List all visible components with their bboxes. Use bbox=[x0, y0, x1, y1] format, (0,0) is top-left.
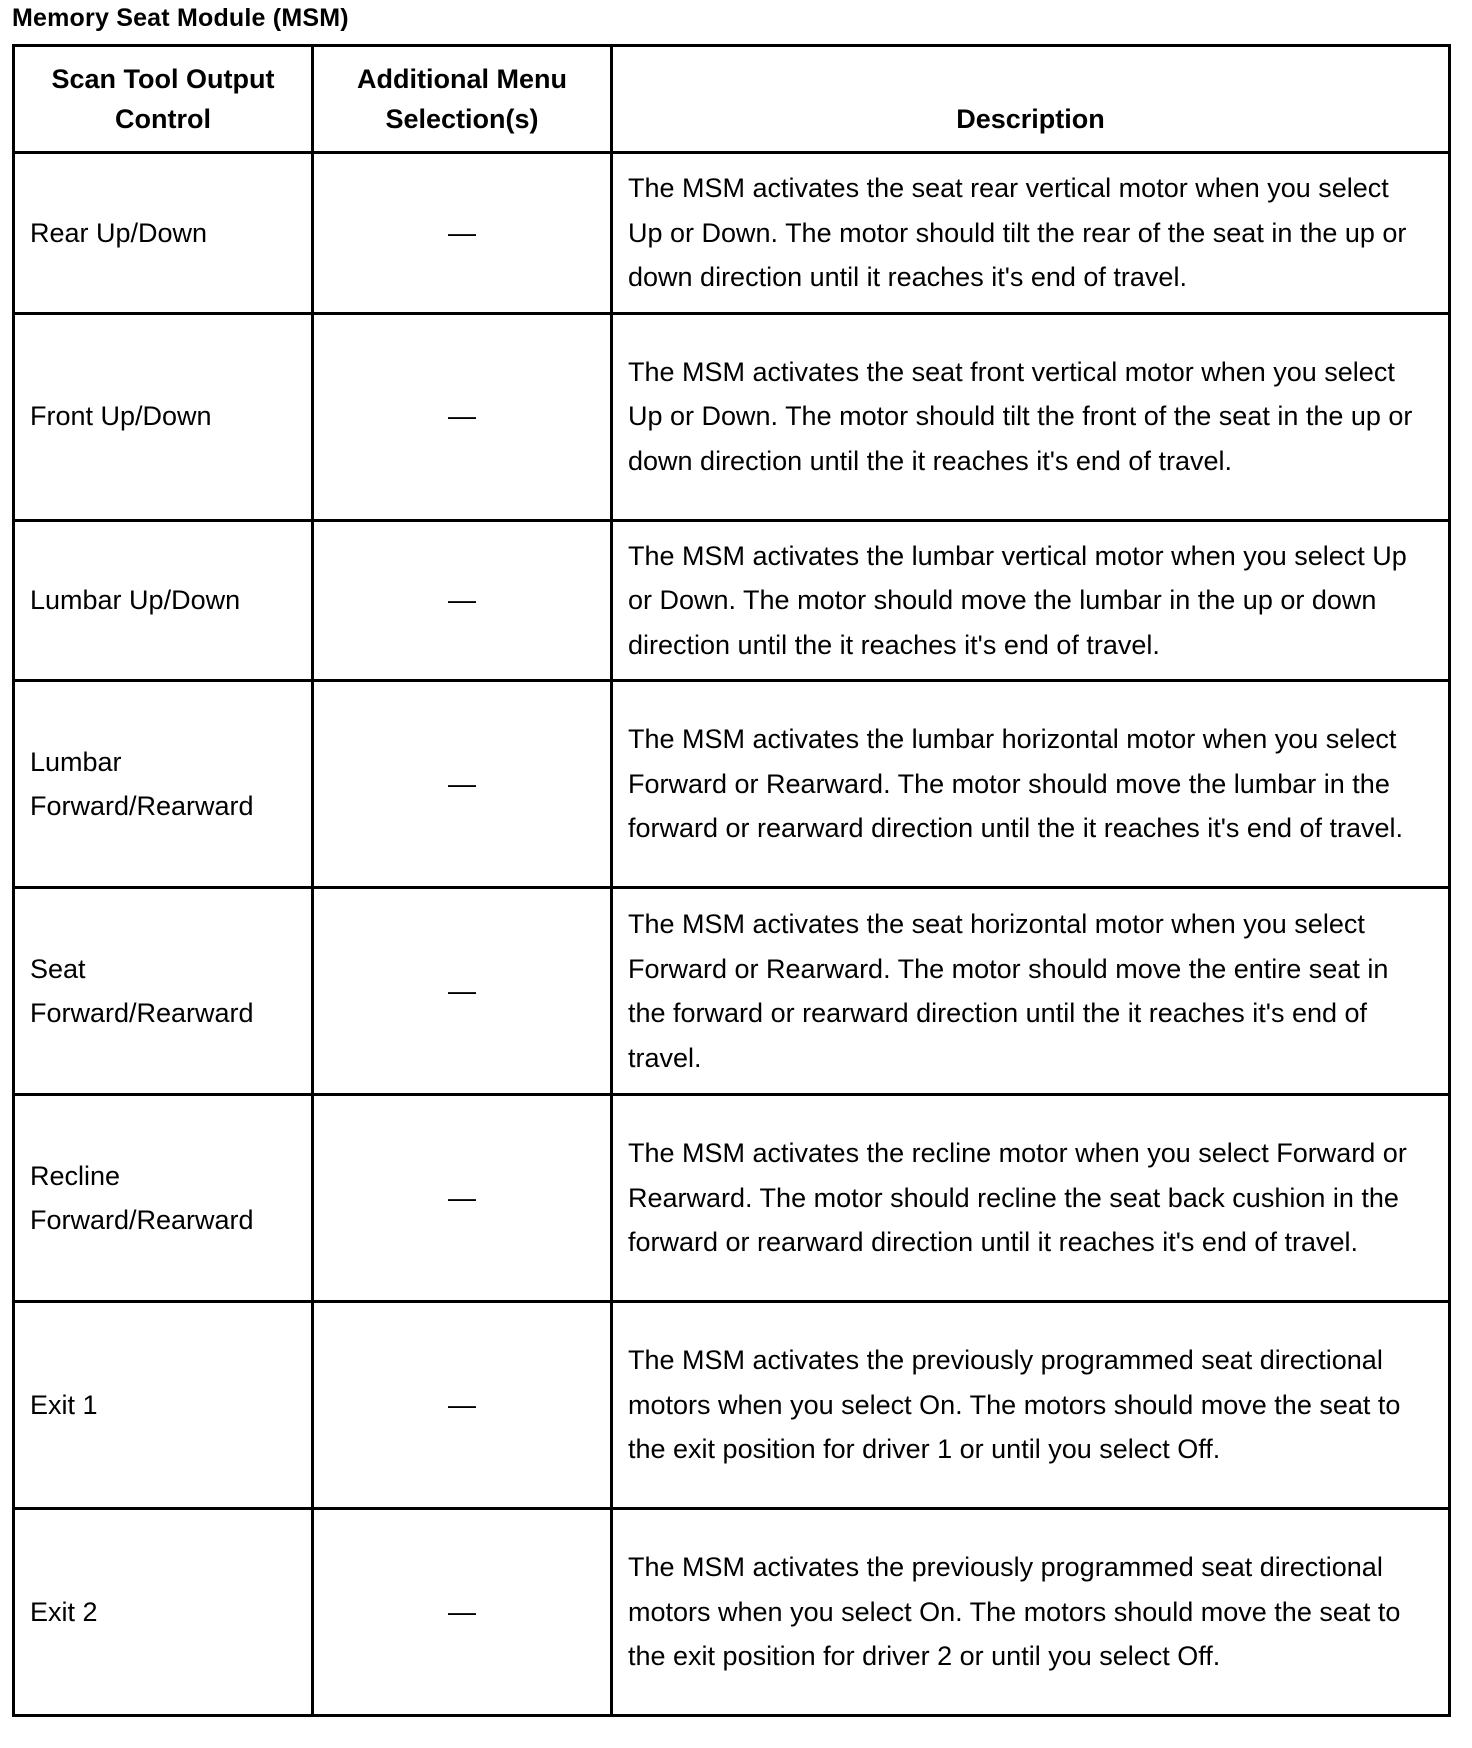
header-description-label: Description bbox=[956, 104, 1105, 134]
header-menu-line2: Selection(s) bbox=[385, 104, 539, 134]
table-row bbox=[14, 313, 1450, 520]
dash-placeholder: — bbox=[448, 1388, 476, 1420]
header-control-line2: Control bbox=[115, 104, 211, 134]
dash-placeholder: — bbox=[448, 974, 476, 1006]
dash-placeholder: — bbox=[448, 584, 476, 615]
control-cell: Lumbar Up/Down bbox=[14, 520, 313, 681]
table-row bbox=[14, 888, 1450, 1095]
description-cell: The MSM activates the previously programmed seat directional motors when you select On. The motors should move the seat to the exit position for driver 2 or until you select Off. bbox=[612, 1509, 1450, 1716]
description-cell: The MSM activates the seat front vertical motor when you select Up or Down. The motor should tilt the front of the seat in the up or down direction until the it reaches it's end of travel. bbox=[612, 313, 1450, 520]
dash-placeholder: — bbox=[448, 767, 476, 799]
header-control-line1: Scan Tool Output bbox=[51, 64, 275, 94]
table-header-row bbox=[14, 46, 1450, 153]
msm-output-control-table bbox=[12, 44, 1451, 1717]
menu-selection-cell bbox=[313, 1095, 612, 1302]
menu-selection-cell bbox=[313, 313, 612, 520]
control-cell: Exit 1 bbox=[14, 1302, 313, 1509]
header-menu-line1: Additional Menu bbox=[357, 64, 567, 94]
table-row bbox=[14, 153, 1450, 314]
description-cell: The MSM activates the lumbar horizontal motor when you select Forward or Rearward. The motor should move the lumbar in the forward or rearward direction until the it reaches it's end of travel. bbox=[612, 681, 1450, 888]
description-cell: The MSM activates the seat horizontal motor when you select Forward or Rearward. The motor should move the entire seat in the forward or rearward direction until the it reaches it's end of travel. bbox=[612, 888, 1450, 1095]
table-row bbox=[14, 1509, 1450, 1716]
menu-selection-cell bbox=[313, 153, 612, 314]
menu-selection-cell bbox=[313, 520, 612, 681]
control-cell: Recline Forward/Rearward bbox=[14, 1095, 313, 1302]
description-cell: The MSM activates the recline motor when you select Forward or Rearward. The motor should recline the seat back cushion in the forward or rearward direction until it reaches it's end of travel. bbox=[612, 1095, 1450, 1302]
dash-placeholder: — bbox=[448, 400, 476, 432]
control-cell: Exit 2 bbox=[14, 1509, 313, 1716]
table-row bbox=[14, 1302, 1450, 1509]
menu-selection-cell bbox=[313, 888, 612, 1095]
description-cell: The MSM activates the previously programmed seat directional motors when you select On. The motors should move the seat to the exit position for driver 1 or until you select Off. bbox=[612, 1302, 1450, 1509]
description-cell: The MSM activates the seat rear vertical motor when you select Up or Down. The motor should tilt the rear of the seat in the up or down direction until it reaches it's end of travel. bbox=[612, 153, 1450, 314]
table-row bbox=[14, 1095, 1450, 1302]
header-scan-tool-output-control bbox=[14, 46, 313, 153]
dash-placeholder: — bbox=[448, 1595, 476, 1627]
header-additional-menu-selections bbox=[313, 46, 612, 153]
menu-selection-cell bbox=[313, 1509, 612, 1716]
description-cell: The MSM activates the lumbar vertical motor when you select Up or Down. The motor should move the lumbar in the up or down direction until the it reaches it's end of travel. bbox=[612, 520, 1450, 681]
dash-placeholder: — bbox=[448, 1181, 476, 1213]
control-cell: Rear Up/Down bbox=[14, 153, 313, 314]
menu-selection-cell bbox=[313, 681, 612, 888]
control-cell: Seat Forward/Rearward bbox=[14, 888, 313, 1095]
document-title: Memory Seat Module (MSM) bbox=[12, 4, 349, 32]
control-cell: Front Up/Down bbox=[14, 313, 313, 520]
control-cell: Lumbar Forward/Rearward bbox=[14, 681, 313, 888]
header-description bbox=[612, 46, 1450, 153]
menu-selection-cell bbox=[313, 1302, 612, 1509]
dash-placeholder: — bbox=[448, 216, 476, 248]
table-row bbox=[14, 520, 1450, 681]
table-row bbox=[14, 681, 1450, 888]
